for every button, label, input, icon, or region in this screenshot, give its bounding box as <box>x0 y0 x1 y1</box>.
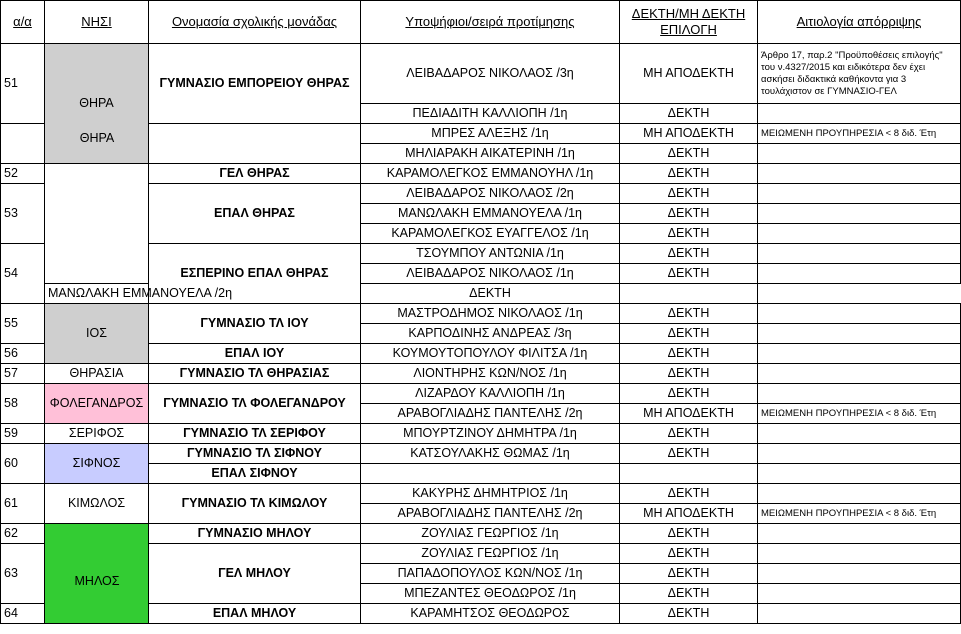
table-row <box>1 164 961 184</box>
reason-cell <box>758 484 961 504</box>
school-cell: ΓΥΜΝΑΣΙΟ ΤΛ ΣΙΦΝΟΥ <box>149 444 361 464</box>
decision-cell: ΔΕΚΤΗ <box>620 304 758 324</box>
decision-cell: ΔΕΚΤΗ <box>620 264 758 284</box>
header-candidate: Υποψήφιοι/σειρά προτίμησης <box>361 1 620 44</box>
row-number: 56 <box>1 344 45 364</box>
reason-cell: ΜΕΙΩΜΕΝΗ ΠΡΟΥΠΗΡΕΣΙΑ < 8 διδ. Έτη <box>758 124 961 144</box>
decision-cell: ΜΗ ΑΠΟΔΕΚΤΗ <box>620 44 758 104</box>
decision-cell: ΔΕΚΤΗ <box>620 184 758 204</box>
candidate-cell: ΑΡΑΒΟΓΛΙΑΔΗΣ ΠΑΝΤΕΛΗΣ /2η <box>361 504 620 524</box>
row-number: 57 <box>1 364 45 384</box>
reason-cell <box>758 224 961 244</box>
island-cell: ΣΙΦΝΟΣ <box>45 444 149 484</box>
decision-cell: ΔΕΚΤΗ <box>620 564 758 584</box>
row-number: 55 <box>1 304 45 344</box>
header-reason: Αιτιολογία απόρριψης <box>758 1 961 44</box>
row-number: 59 <box>1 424 45 444</box>
school-cell: ΓΥΜΝΑΣΙΟ ΤΛ ΣΕΡΙΦΟΥ <box>149 424 361 444</box>
reason-cell <box>758 244 961 264</box>
row-number: 58 <box>1 384 45 424</box>
decision-cell: ΔΕΚΤΗ <box>620 204 758 224</box>
decision-cell: ΔΕΚΤΗ <box>620 484 758 504</box>
reason-cell <box>758 164 961 184</box>
reason-cell <box>758 564 961 584</box>
reason-cell <box>758 264 961 284</box>
decision-cell: ΔΕΚΤΗ <box>620 104 758 124</box>
row-number: 64 <box>1 604 45 624</box>
candidate-cell: ΚΟΥΜΟΥΤΟΠΟΥΛΟΥ ΦΙΛΙΤΣΑ /1η <box>361 344 620 364</box>
candidate-cell: ΚΑΤΣΟΥΛΑΚΗΣ ΘΩΜΑΣ /1η <box>361 444 620 464</box>
row-number <box>1 124 45 164</box>
decision-cell: ΔΕΚΤΗ <box>361 284 620 304</box>
header-decision: ΔΕΚΤΗ/ΜΗ ΔΕΚΤΗ ΕΠΙΛΟΓΗ <box>620 1 758 44</box>
header-island: ΝΗΣΙ <box>45 1 149 44</box>
candidate-cell: ΤΣΟΥΜΠΟΥ ΑΝΤΩΝΙΑ /1η <box>361 244 620 264</box>
row-number: 60 <box>1 444 45 484</box>
school-cell: ΕΠΑΛ ΜΗΛΟΥ <box>149 604 361 624</box>
decision-cell: ΔΕΚΤΗ <box>620 224 758 244</box>
school-cell <box>149 124 361 164</box>
school-cell: ΓΥΜΝΑΣΙΟ ΤΛ ΘΗΡΑΣΙΑΣ <box>149 364 361 384</box>
island-cell: ΘΗΡΑ <box>45 44 149 164</box>
decision-cell: ΔΕΚΤΗ <box>620 384 758 404</box>
candidate-cell: ΚΑΡΑΜΟΛΕΓΚΟΣ ΕΥΑΓΓΕΛΟΣ /1η <box>361 224 620 244</box>
school-cell: ΓΕΛ ΜΗΛΟΥ <box>149 544 361 604</box>
row-number: 54 <box>1 244 45 304</box>
candidate-cell: ΜΑΝΩΛΑΚΗ ΕΜΜΑΝΟΥΕΛΑ /1η <box>361 204 620 224</box>
header-school: Ονομασία σχολικής μονάδας <box>149 1 361 44</box>
reason-cell <box>758 204 961 224</box>
school-cell: ΕΠΑΛ ΣΙΦΝΟΥ <box>149 464 361 484</box>
island-cell: ΣΕΡΙΦΟΣ <box>45 424 149 444</box>
reason-cell <box>758 544 961 564</box>
decision-cell: ΔΕΚΤΗ <box>620 444 758 464</box>
candidate-cell: ΠΑΠΑΔΟΠΟΥΛΟΣ ΚΩΝ/ΝΟΣ /1η <box>361 564 620 584</box>
decision-cell: ΔΕΚΤΗ <box>620 164 758 184</box>
decision-cell: ΔΕΚΤΗ <box>620 524 758 544</box>
reason-cell <box>758 364 961 384</box>
reason-cell <box>758 304 961 324</box>
candidate-cell: ΑΡΑΒΟΓΛΙΑΔΗΣ ΠΑΝΤΕΛΗΣ /2η <box>361 404 620 424</box>
table-row <box>1 444 961 464</box>
decision-cell: ΜΗ ΑΠΟΔΕΚΤΗ <box>620 124 758 144</box>
candidate-cell: ΛΙΖΑΡΔΟΥ ΚΑΛΛΙΟΠΗ /1η <box>361 384 620 404</box>
table-row <box>1 384 961 404</box>
reason-cell <box>758 384 961 404</box>
row-number: 52 <box>1 164 45 184</box>
table-row <box>1 424 961 444</box>
reason-cell <box>758 184 961 204</box>
candidate-cell: ΜΠΕΖΑΝΤΕΣ ΘΕΟΔΩΡΟΣ /1η <box>361 584 620 604</box>
school-cell: ΓΥΜΝΑΣΙΟ ΤΛ ΦΟΛΕΓΑΝΔΡΟΥ <box>149 384 361 424</box>
reason-cell: ΜΕΙΩΜΕΝΗ ΠΡΟΥΠΗΡΕΣΙΑ < 8 διδ. Έτη <box>758 504 961 524</box>
school-cell: ΓΥΜΝΑΣΙΟ ΤΛ ΙΟΥ <box>149 304 361 344</box>
row-number: 63 <box>1 544 45 604</box>
decision-cell: ΔΕΚΤΗ <box>620 544 758 564</box>
candidate-cell: ΜΠΡΕΣ ΑΛΕΞΗΣ /1η <box>361 124 620 144</box>
school-cell: ΓΥΜΝΑΣΙΟ ΜΗΛΟΥ <box>149 524 361 544</box>
candidate-cell: ΖΟΥΛΙΑΣ ΓΕΩΡΓΙΟΣ /1η <box>361 544 620 564</box>
table-row <box>1 284 961 304</box>
decision-cell: ΔΕΚΤΗ <box>620 144 758 164</box>
decision-cell: ΜΗ ΑΠΟΔΕΚΤΗ <box>620 404 758 424</box>
candidate-cell: ΚΑΡΑΜΟΛΕΓΚΟΣ ΕΜΜΑΝΟΥΗΛ /1η <box>361 164 620 184</box>
decision-cell: ΔΕΚΤΗ <box>620 604 758 624</box>
candidate-cell: ΜΗΛΙΑΡΑΚΗ ΑΙΚΑΤΕΡΙΝΗ /1η <box>361 144 620 164</box>
candidate-cell: ΠΕΔΙΑΔΙΤΗ ΚΑΛΛΙΟΠΗ /1η <box>361 104 620 124</box>
decision-cell: ΔΕΚΤΗ <box>620 244 758 264</box>
reason-cell <box>758 424 961 444</box>
candidate-cell: ΜΑΝΩΛΑΚΗ ΕΜΜΑΝΟΥΕΛΑ /2η <box>45 284 149 304</box>
reason-cell <box>758 464 961 484</box>
candidate-cell <box>361 464 620 484</box>
candidate-cell: ΚΑΚΥΡΗΣ ΔΗΜΗΤΡΙΟΣ /1η <box>361 484 620 504</box>
reason-cell <box>758 104 961 124</box>
candidate-cell: ΛΕΙΒΑΔΑΡΟΣ ΝΙΚΟΛΑΟΣ /1η <box>361 264 620 284</box>
row-number: 53 <box>1 184 45 244</box>
island-cell: ΦΟΛΕΓΑΝΔΡΟΣ <box>45 384 149 424</box>
decision-cell: ΜΗ ΑΠΟΔΕΚΤΗ <box>620 504 758 524</box>
reason-cell <box>758 344 961 364</box>
candidate-cell: ΛΕΙΒΑΔΑΡΟΣ ΝΙΚΟΛΑΟΣ /2η <box>361 184 620 204</box>
candidate-cell: ΛΕΙΒΑΔΑΡΟΣ ΝΙΚΟΛΑΟΣ /3η <box>361 44 620 104</box>
table-row <box>1 484 961 504</box>
school-cell: ΓΕΛ ΘΗΡΑΣ <box>149 164 361 184</box>
header-row <box>1 1 961 44</box>
decision-cell: ΔΕΚΤΗ <box>620 584 758 604</box>
candidate-cell: ΛΙΟΝΤΗΡΗΣ ΚΩΝ/ΝΟΣ /1η <box>361 364 620 384</box>
decision-cell: ΔΕΚΤΗ <box>620 424 758 444</box>
island-cell: ΙΟΣ <box>45 304 149 364</box>
island-label-thira: ΘΗΡΑ <box>79 131 115 145</box>
table-row <box>1 364 961 384</box>
decision-cell <box>620 464 758 484</box>
reason-cell: ΜΕΙΩΜΕΝΗ ΠΡΟΥΠΗΡΕΣΙΑ < 8 διδ. Έτη <box>758 404 961 424</box>
school-cell: ΕΠΑΛ ΘΗΡΑΣ <box>149 184 361 244</box>
reason-cell <box>758 604 961 624</box>
reason-cell: Άρθρο 17, παρ.2 "Προϋποθέσεις επιλογής" του ν.4327/2015 και ειδικότερα δεν έχει ασκήσει διδακτικά καθήκοντα για 3 τουλάχιστον σε ΓΥΜΝΑΣΙΟ-ΓΕΛ <box>758 44 961 104</box>
island-cell: ΘΗΡΑΣΙΑ <box>45 364 149 384</box>
school-cell: ΕΣΠΕΡΙΝΟ ΕΠΑΛ ΘΗΡΑΣ <box>149 244 361 304</box>
candidate-cell: ΚΑΡΑΜΗΤΣΟΣ ΘΕΟΔΩΡΟΣ <box>361 604 620 624</box>
decision-cell: ΔΕΚΤΗ <box>620 364 758 384</box>
table-row <box>1 524 961 544</box>
candidate-cell: ΜΠΟΥΡΤΖΙΝΟΥ ΔΗΜΗΤΡΑ /1η <box>361 424 620 444</box>
reason-cell <box>758 444 961 464</box>
reason-cell <box>758 324 961 344</box>
table-row <box>1 304 961 324</box>
candidate-cell: ΚΑΡΠΟΔΙΝΗΣ ΑΝΔΡΕΑΣ /3η <box>361 324 620 344</box>
table-row <box>1 44 961 104</box>
island-cell <box>45 164 149 284</box>
reason-cell <box>758 144 961 164</box>
school-cell: ΓΥΜΝΑΣΙΟ ΕΜΠΟΡΕΙΟΥ ΘΗΡΑΣ <box>149 44 361 124</box>
reason-cell <box>758 584 961 604</box>
row-number: 51 <box>1 44 45 124</box>
candidate-cell: ΖΟΥΛΙΑΣ ΓΕΩΡΓΙΟΣ /1η <box>361 524 620 544</box>
decision-cell: ΔΕΚΤΗ <box>620 344 758 364</box>
candidate-cell: ΜΑΣΤΡΟΔΗΜΟΣ ΝΙΚΟΛΑΟΣ /1η <box>361 304 620 324</box>
row-number: 61 <box>1 484 45 524</box>
reason-cell <box>758 524 961 544</box>
reason-cell <box>620 284 758 304</box>
decision-cell: ΔΕΚΤΗ <box>620 324 758 344</box>
island-label-milos: ΜΗΛΟΣ <box>74 574 120 588</box>
island-cell: ΚΙΜΩΛΟΣ <box>45 484 149 524</box>
school-cell: ΕΠΑΛ ΙΟΥ <box>149 344 361 364</box>
header-aa: α/α <box>1 1 45 44</box>
row-number: 62 <box>1 524 45 544</box>
school-cell: ΓΥΜΝΑΣΙΟ ΤΛ ΚΙΜΩΛΟΥ <box>149 484 361 524</box>
